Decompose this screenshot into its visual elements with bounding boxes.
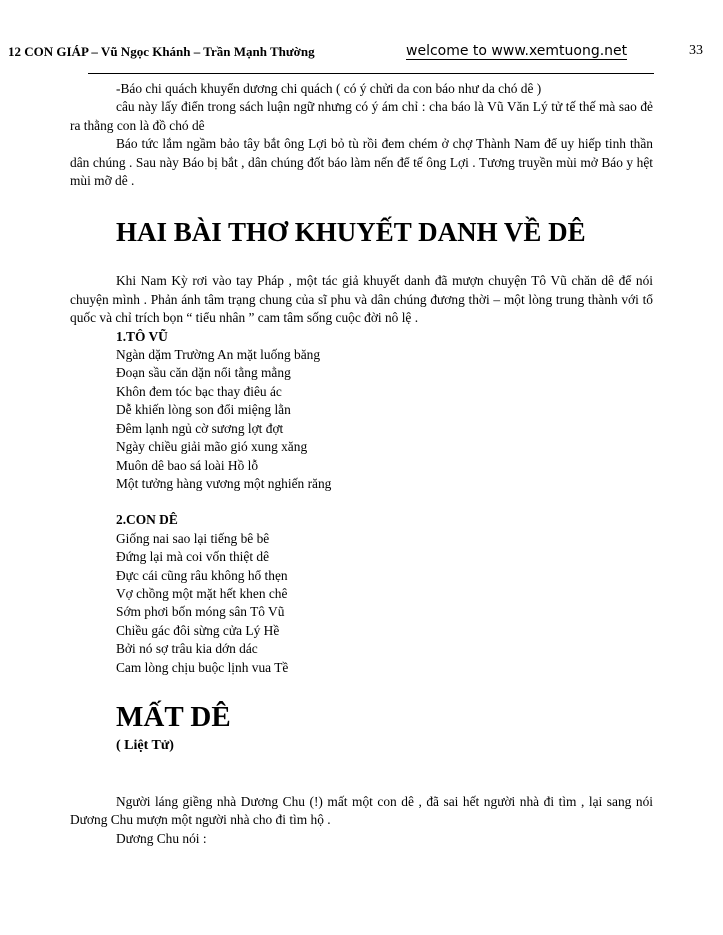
poem-line: Đoạn sầu căn dặn nổi tằng mằng xyxy=(116,365,291,381)
poem-line: Khôn đem tóc bạc thay điêu ác xyxy=(116,383,282,399)
section-title-mat-de: MẤT DÊ xyxy=(116,700,231,733)
poem-line: Dễ khiến lòng son đổi miệng lằn xyxy=(116,402,291,418)
page-content xyxy=(70,80,653,848)
website-link[interactable] xyxy=(406,43,627,59)
story-line: Dương Chu nói : xyxy=(116,830,207,846)
header-rule xyxy=(88,73,654,74)
poem-line: Đực cái cũng râu không hổ thẹn xyxy=(116,567,288,583)
poem-title: 2.CON DÊ xyxy=(116,512,178,528)
intro-line: -Báo chi quách khuyển dương chi quách ( có ý chửi da con báo như da chó dê ) xyxy=(116,81,542,96)
poem-line: Muôn dê bao sá loài Hồ lỗ xyxy=(116,457,259,473)
section-subtitle: ( Liệt Tử) xyxy=(116,737,174,753)
poem-line: Vợ chồng một mặt hết khen chê xyxy=(116,585,288,601)
section-title-poems: HAI BÀI THƠ KHUYẾT DANH VỀ DÊ xyxy=(116,217,586,248)
poem-con-de xyxy=(70,511,653,677)
poems-intro-paragraph: Khi Nam Kỳ rơi vào tay Pháp , một tác giả khuyết danh đã mượn chuyện Tô Vũ chăn dê để nói chuyện mình . Phản ánh tâm trạng chung của sĩ phu và dân chúng đương thời – một lòng trung thành với tổ quốc và chỉ trích bọn “ tiểu nhân ” cam tâm sống cuộc đời nô lệ . xyxy=(70,273,653,326)
book-title-header: 12 CON GIÁP – Vũ Ngọc Khánh – Trần Mạnh Thường xyxy=(8,44,315,59)
intro-paragraph-1: câu này lấy điển trong sách luận ngữ nhưng có ý ám chỉ : cha báo là Vũ Văn Lý tử tế thế mà sao đẻ ra thằng con là đồ chó dê xyxy=(70,99,653,133)
poem-line: Cam lòng chịu buộc lịnh vua Tề xyxy=(116,659,289,675)
poem-line: Ngày chiều giải mão gió xung xăng xyxy=(116,439,308,455)
poem-line: Đứng lại mà coi vốn thiệt dê xyxy=(116,549,270,565)
poem-line: Sớm phơi bốn móng sân Tô Vũ xyxy=(116,604,285,620)
story-paragraph: Người láng giềng nhà Dương Chu (!) mất một con dê , đã sai hết người nhà đi tìm , lại sang nói Dương Chu mượn một người nhà cho đi tìm hộ . xyxy=(70,793,653,828)
intro-paragraph-2: Báo tức lắm ngầm bảo tây bắt ông Lợi bỏ tù rồi đem chém ở chợ Thành Nam để uy hiếp tinh thần dân chúng . Sau này Báo bị bắt , dân chúng đốt báo làm nến để tế ông Lợi . Tương truyền mùi mở Báo y hệt mùi mỡ dê . xyxy=(70,136,653,189)
poem-title: 1.TÔ VŨ xyxy=(116,328,168,344)
poem-to-vu xyxy=(70,328,653,494)
website-text[interactable]: welcome to www.xemtuong.net xyxy=(406,43,628,59)
poem-line: Ngàn dặm Trường An mặt luống băng xyxy=(116,347,321,363)
poem-line: Bởi nó sợ trâu kia dớn dác xyxy=(116,641,258,657)
page-number: 33 xyxy=(689,43,703,58)
poem-line: Chiều gác đôi sừng cửa Lý Hề xyxy=(116,622,280,638)
poem-line: Giống nai sao lại tiếng bê bê xyxy=(116,530,270,546)
poem-line: Một tưởng hàng vương một nghiến răng xyxy=(116,475,332,491)
poem-line: Đêm lạnh ngủ cờ sương lợt đợt xyxy=(116,420,284,436)
